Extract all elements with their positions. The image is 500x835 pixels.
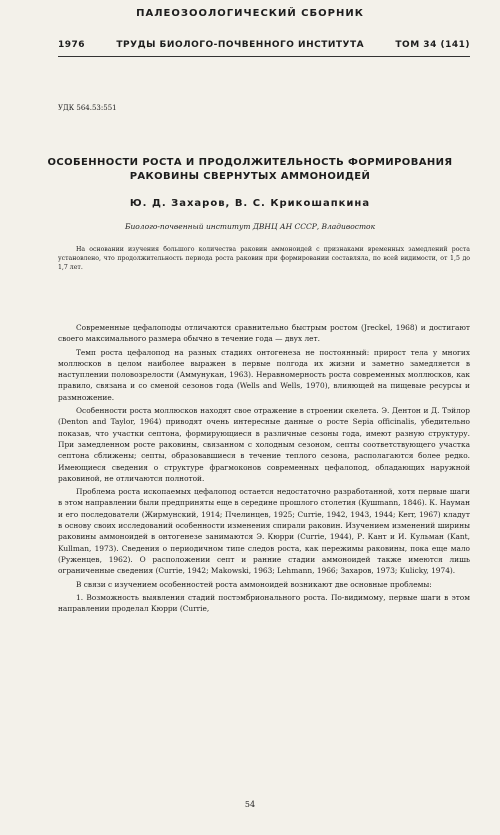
article-authors: Ю. Д. Захаров, В. С. Крикошапкина	[129, 198, 371, 209]
body-paragraph: Особенности роста моллюсков находят свое отражение в строении скелета. Э. Дентон и Д. Тэйлор (Denton and Taylor, 1964) приводят очень интересные данные о росте Sepia officinalis, убедительно показав, что участки септона, формирующиеся в различные сезоны года, имеют разную структуру. При замедленном росте раковины, связанном с холодным сезоном, септы соответствующего участка септона сближены; септы, образовавшиеся в течение теплого сезона, располагаются более редко. Имеющиеся сведения о структуре фрагмоконов современных цефалопод, обладающих наружной раковиной, не отличаются полнотой.	[58, 406, 470, 483]
journal-header	[58, 40, 470, 50]
body-paragraph: В связи с изучением особенностей роста аммоноидей возникают две основные проблемы:	[76, 579, 432, 589]
header-rule	[58, 56, 470, 57]
publication-year: 1976	[58, 40, 86, 50]
udk-code: УДК 564.53:551	[58, 104, 117, 112]
article-title: ОСОБЕННОСТИ РОСТА И ПРОДОЛЖИТЕЛЬНОСТЬ ФОРМИРОВАНИЯ РАКОВИНЫ СВЕРНУТЫХ АММОНОИДЕЙ	[47, 157, 453, 182]
collection-title: ПАЛЕОЗООЛОГИЧЕСКИЙ СБОРНИК	[136, 8, 364, 19]
body-paragraph: Темп роста цефалопод на разных стадиях онтогенеза не постоянный: прирост тела у многих моллюсков в целом наиболее выражен в первые полгода их жизни и заметно замедляется в наступлении половозрелости (Аммунукан, 1963). Неравномерность роста современных моллюсков, как правило, связана и со сменой сезонов года (Wells and Wells, 1970), влияющей на пищевые ресурсы и размножение.	[58, 347, 470, 402]
body-paragraph: 1. Возможность выявления стадий постэмбрионального роста. По-видимому, первые шаги в этом направлении проделал Кюрри (Currie,	[58, 592, 470, 614]
series-title: ТРУДЫ БИОЛОГО-ПОЧВЕННОГО ИНСТИТУТА	[116, 40, 365, 50]
page-number: 54	[244, 800, 256, 809]
author-affiliation: Биолого-почвенный институт ДВНЦ АН СССР, Владивосток	[124, 222, 376, 231]
article-body	[58, 322, 470, 616]
volume-number: ТОМ 34 (141)	[395, 40, 470, 50]
body-paragraph: Современные цефалоподы отличаются сравнительно быстрым ростом (Jreckel, 1968) и достигают своего максимального размера обычно в течение года — двух лет.	[58, 323, 470, 344]
article-abstract: На основании изучения большого количества раковин аммоноидей с признаками временных замедлений роста установлено, что продолжительность периода роста раковин при формировании составляла, по всей видимости, от 1,5 до 1,7 лет.	[58, 246, 470, 271]
body-paragraph: Проблема роста ископаемых цефалопод остается недостаточно разработанной, хотя первые шаги в этом направлении были предприняты еще в середине прошлого столетия (Kyшmann, 1846). К. Науман и его последователи (Жирмунский, 1914; Пчелинцев, 1925; Currie, 1942, 1943, 1944; Kerr, 1967) кладут в основу своих исследований особенности изменения спирали раковин. Изучением изменений ширины раковины аммоноидей в онтогенезе занимаются Э. Кюрри (Currie, 1944), Р. Кант и И. Кульман (Kant, Kullman, 1973). Сведения о периодичном типе следов роста, как пережимы раковины, пока еще мало (Руженцев, 1962). О расположении септ и ранние стадии аммоноидей также имеются лишь ограниченные сведения (Currie, 1942; Makowski, 1963; Lehmann, 1966; Захаров, 1973; Kulicky, 1974).	[58, 487, 470, 576]
